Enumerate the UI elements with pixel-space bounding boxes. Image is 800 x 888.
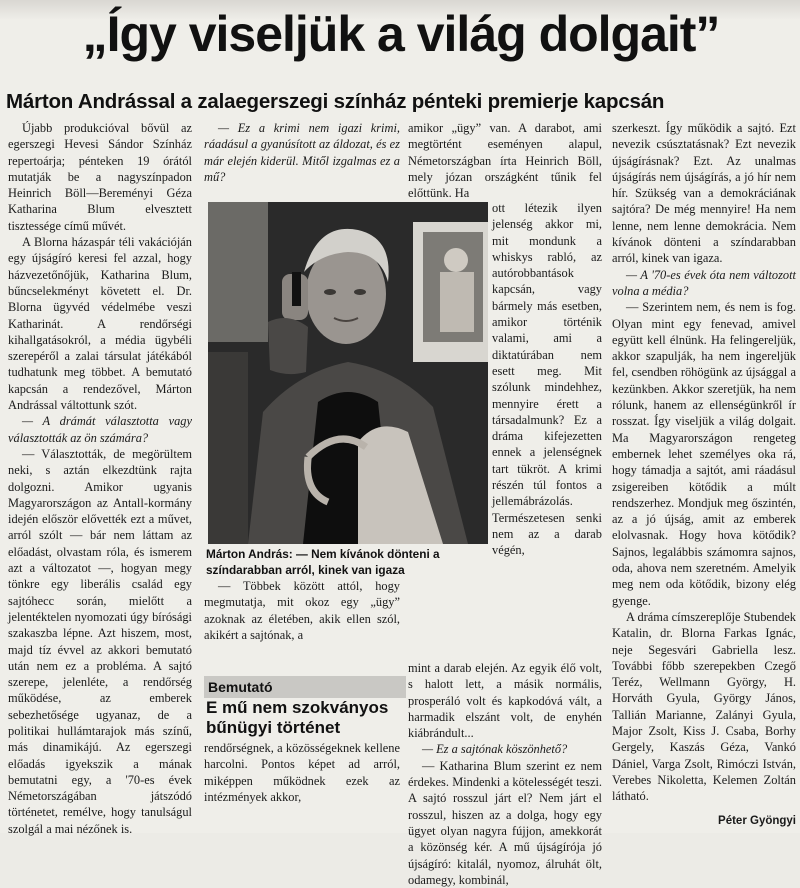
interview-answer: — Szerintem nem, és nem is fog. Olyan mint egy fenevad, amivel együtt kell élnünk. Ha felingereljük, akkor szapulják, ha nem ingereljük fel, csendben röhögünk az újsággal a kezünkben. Akkor szeretjük, ha nem rólunk, hanem az ellenségünkről ír rosszat. Így viseljük a világ dolgait. Ma Magyarországon rengeteg embernek lehet személyes oka rá, hogy támadja a sajtót, ami ráadásul zsigereiben kötődik a múlt rendszerhez. Mondjuk meg őszintén, az a jó újság, amit az emberek elolvasnak. Hogy hova kötődik? Sajnos, legalábbis számomra sajnos, oda, ahova nem szeretném. Amelyik meg nem oda kötődik, bizony elég gyenge. — [612, 300, 796, 608]
body-paragraph: ott létezik ilyen jelenség akkor mi, mit mondunk a whiskys rabló, az autórobbantások kapcsán, vagy bármely más esetben, amikor történik valami, ami a diktatúrában nem esett meg. Mit szólunk mindehhez, mennyire érett a társadalmunk? Ez a dráma kifejezetten ennek a jelenségnek tart tükröt. A krimi részén túl fontos a jellemábrázolás. Természetesen senki nem az a darab végén, — [492, 201, 602, 558]
photo-image — [208, 202, 488, 544]
pull-headline: E mű nem szokványos bűnügyi történet — [206, 698, 389, 737]
cast-paragraph: A dráma címszereplője Stubendek Katalin, dr. Blorna Farkas Ignác, neje Segesvári Gabriella lesz. További főbb szerepekben Czegő Teréz, Wellmann György, H. Horváth Gyula, György János, Tallián Marianne, Zalányi Gyula, Major Zsolt, Kiss J. Csaba, Borhy Gergely, Kaszás Géza, Vankó Dániel, Varga Zsolt, Rimóczi István, Verebes Nikoletta, Kelemen Zoltán látható. — [612, 609, 796, 804]
column-1 — [8, 120, 192, 836]
intro-paragraph: Újabb produkcióval bővül az egerszegi Hevesi Sándor Színház repertoárja; pénteken 19 órától mutatják be a nagyszínpadon Heinrich Böll—Bereményi Géza Katharina Blum elvesztett tisztessége című művét. — [8, 121, 192, 233]
body-paragraph: amikor „ügy” van. A darabot, ami megtörtént eseményen alapul, Németországban írta Heinrich Böll, mely józan országként tűnik fel előttünk. Ha — [408, 121, 602, 201]
interview-answer: — Katharina Blum szerint ez nem érdekes. Mindenki a kötelességét teszi. A sajtó rosszul járt el? Nem járt el rosszul, hiszen az a dolga, hogy egy ügyet olyan nagyra fújjon, amekkorát a közönség kér. A mű újságírója jó újságíró: kitalál, nyomoz, álruhát ölt, odamegy, kombinál, — [408, 758, 602, 887]
column-3-side — [492, 200, 602, 660]
interview-question: — Ez a sajtónak köszönhető? — [422, 742, 568, 757]
interview-question: — A drámát választotta vagy választották az ön számára? — [8, 414, 192, 445]
section-label: Bemutató — [204, 676, 406, 698]
column-2-bottom — [204, 740, 400, 830]
interview-question: — A '70-es évek óta nem változott volna a média? — [612, 267, 796, 298]
article-headline: „Így viseljük a világ dolgait” — [82, 6, 720, 62]
author-signature: Péter Gyöngyi — [718, 815, 796, 827]
column-3-bottom — [408, 660, 602, 887]
column-2-middle — [204, 578, 400, 672]
article-subheadline: Márton Andrással a zalaegerszegi színház pénteki premierje kapcsán — [6, 90, 665, 113]
interview-answer: — Többek között attól, hogy megmutatja, mit okoz egy „ügy” azoknak az életében, akik ellen szól, akikért a sajtónak, a — [204, 579, 400, 642]
column-3-top — [408, 120, 602, 200]
interview-question: — Ez a krimi nem igazi krimi, ráadásul a gyanúsított az áldozat, és ez már elején kiderül. Mitől izgalmas ez a mű? — [204, 121, 400, 184]
interview-answer: — Választották, de megörültem neki, s aztán elkezdtünk rajta dolgozni. Amikor ugyanis Magyarországon az Antall-kormány idején először elővették ezt a művet, arról szólt — bár nem láttam az előadást, olvastam róla, és ismerem azt a változatot —, hogyan megy tönkre egy liberális család egy sajtóhecc során, mielőtt a jelentéktelen nyomozati úgy bírósági szakaszba lépne. Azt hiszem, most, majd tíz évvel az akkori bemutató után nem ez a probléma. A sajtó szerepe, jelenléte, a rendőrség működése, az emberek sebezhetősége ugyanaz, de a politikai hullámtarajok más színű, más dinamikájú. Az egerszegi előadás igyekszik a mának bemutatni egy, a '70-es évek Németországában játszódó történetet, remélve, hogy tanulságul szolgál a mai nézőnek is. — [8, 446, 192, 836]
photo-caption: Márton András: — Nem kívánok dönteni a színdarabban arról, kinek van igaza — [206, 547, 440, 577]
column-2-top — [204, 120, 400, 202]
body-paragraph: A Blorna házaspár téli vakációján egy újságíró keresi fel azzal, hogy házvezetőnőjük, Katharina Blum, bűncselekményt követett el. Dr. Blorna ügyvéd védelmébe veszi Katharinát. A rendőrségi kihallgatásokról, a média ügybéli szerepéről a zalai társulat játékából tudhatunk meg többet. A bemutató kapcsán a rendezővel, Márton Andrással váltottunk szót. — [8, 235, 192, 413]
portrait-photo — [208, 202, 488, 544]
body-paragraph: rendőrségnek, a közösségeknek kellene harcolni. Pontos képet ad arról, miképpen működnek ezek az intézmények akkor, — [204, 741, 400, 804]
body-paragraph: mint a darab elején. Az egyik élő volt, s halott lett, a másik normális, prosperáló volt és kapkodóvá vált, a harmadik elszánt volt, de enyhén kiábrándult... — [408, 661, 602, 741]
column-4 — [612, 120, 796, 820]
body-paragraph: szerkeszt. Így működik a sajtó. Ezt nevezik csúsztatásnak? Ezt nevezik újságírásnak? Ezt. Az unalmas újságírás nem újságírás, a jó hír nem hír. Szükség van a demokráciának sajtóra? De még mennyire! Ha nem lenne, nem lenne demokrácia. Nem kívánok dönteni a színdarabban arról, kinek van igaza. — [612, 121, 796, 266]
